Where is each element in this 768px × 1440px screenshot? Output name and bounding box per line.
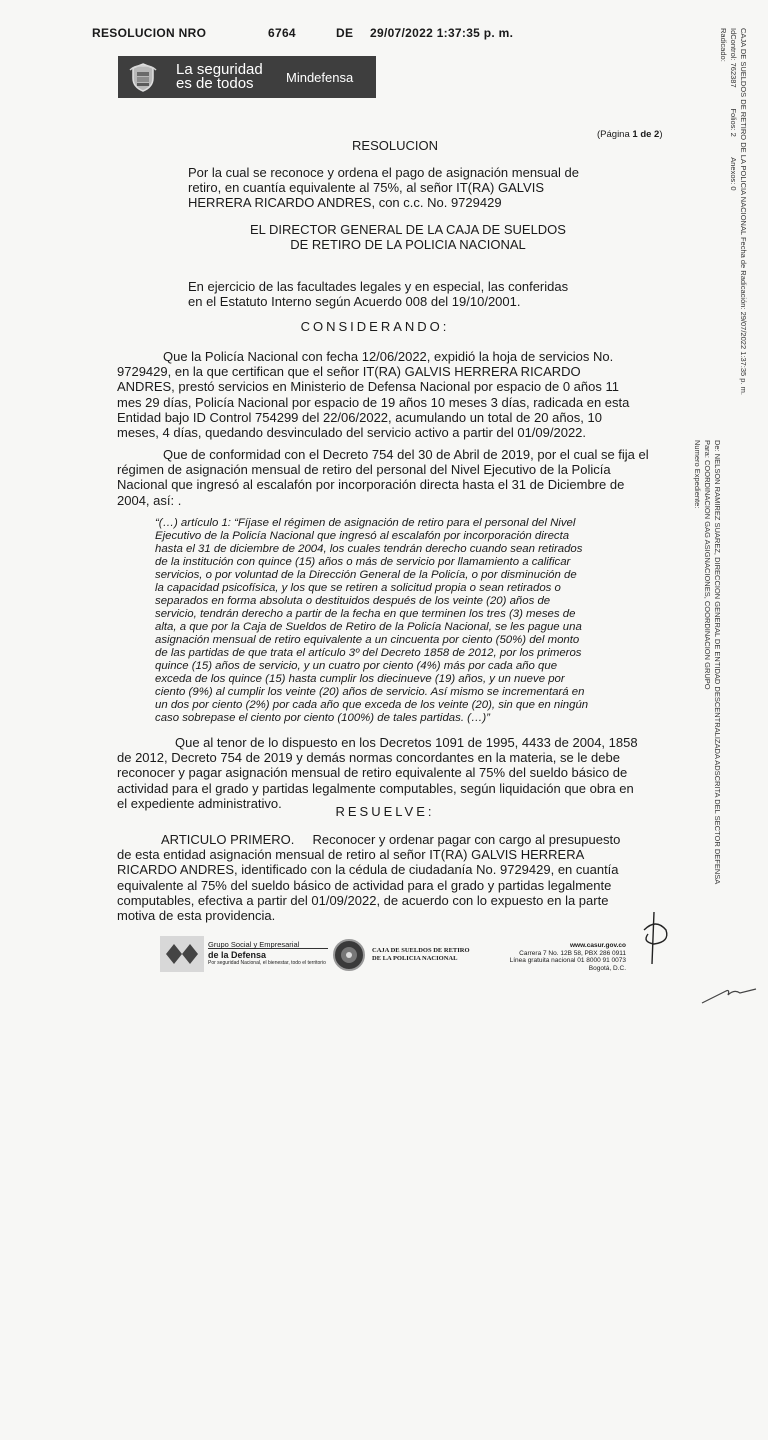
article-first [117,832,675,923]
quote-line: ciento (9%) al cumplir los veinte (20) años de servicio. Así mismo se incrementará en [155,686,585,698]
stamp-line: IdControl: 762387 Folios: 2 Anexos: 0 [729,28,738,191]
paragraph-line: RICARDO ANDRES, identificado con la cédula de ciudadanía No. 9729429, en cuantía [117,862,619,878]
paragraph-line: actividad para el grado y partidas legalmente computables, según liquidación que obra en [117,780,634,796]
paragraph-line: de 2012, Decreto 754 de 2019 y demás normas concordantes en la materia, se le debe [117,750,620,766]
facultades-line: en el Estatuto Interno según Acuerdo 008 del 19/10/2001. [188,294,521,310]
stamp-line: Radicado: [719,28,728,62]
considerando-heading: CONSIDERANDO: [300,319,450,334]
page-indicator-count: 1 de 2 [632,129,660,140]
paragraph-line: motiva de esta providencia. [117,908,276,924]
page-indicator-suffix: ) [659,129,663,140]
address-line: Carrera 7 No. 12B 58, PBX 286 0911 [519,949,626,957]
government-banner [118,56,376,98]
quote-line: exceda de los quince (15) hasta cumplir los diecinueve (19) años, y un nueve por [155,673,565,685]
group-name-line1: Grupo Social y Empresarial [208,939,300,949]
resolution-datetime: 29/07/2022 1:37:35 p. m. [370,26,514,40]
facultades-line: En ejercicio de las facultades legales y en especial, las conferidas [188,279,569,294]
paragraph-line: Que la Policía Nacional con fecha 12/06/2022, expidió la hoja de servicios No. [163,349,614,364]
quote-line: asignación mensual de retiro equivalente a un cincuenta por ciento (50%) del monto [155,634,580,646]
subject-line: retiro, en cuantía equivalente al 75%, al señor IT(RA) GALVIS [188,180,544,196]
paragraph-service-record [117,349,675,440]
paragraph-line: Que de conformidad con el Decreto 754 del 30 de Abril de 2019, por el cual se fija el [163,447,649,462]
paragraph-line: ANDRES, prestó servicios en Ministerio de Defensa Nacional por espacio de 0 años 11 [117,379,619,395]
paragraph-decree [117,447,675,508]
subject-line: HERRERA RICARDO ANDRES, con c.c. No. 9729429 [188,195,502,211]
paragraph-line: Que al tenor de lo dispuesto en los Decretos 1091 de 1995, 4433 de 2004, 1858 [175,735,638,750]
casur-seal-icon [332,938,366,972]
quote-line: separados en forma absoluta o destituidos después de los veinte (20) años de [155,595,551,607]
paragraph-line: de esta entidad asignación mensual de retiro al señor IT(RA) GALVIS HERRERA [117,847,585,863]
paragraph-line: régimen de asignación mensual de retiro del personal del Nivel Ejecutivo de la Policía [117,462,611,478]
director-heading [188,222,628,252]
banner-slogan: La seguridad es de todos [176,61,263,92]
subject-line: Por la cual se reconoce y ordena el pago de asignación mensual de [188,165,579,180]
banner-ministry: Mindefensa [286,69,354,85]
stamp-line: CAJA DE SUELDOS DE RETIRO DE LA POLICIA NACIONAL Fecha de Radicación: 29/07/2022 1:37:35 p. m. [739,28,748,395]
coat-of-arms-icon [118,56,168,98]
director-line: EL DIRECTOR GENERAL DE LA CAJA DE SUELDOS [250,222,566,237]
quote-line: alta, a que por la Caja de Sueldos de Retiro de la Policía Nacional, se les pague una [155,621,582,633]
page-indicator [597,129,663,140]
paragraph-line: mes 29 días, Policía Nacional por espacio de 19 años 10 meses 3 días, radicada en esta [117,394,630,410]
subject-block [188,165,628,211]
contact-info [486,942,626,972]
group-tagline: Por seguridad Nacional, el bienestar, todo el territorio [208,960,326,966]
group-name-line2: de la Defensa [208,948,328,960]
quote-line: Ejecutivo de la Policía Nacional que ingresó al escalafón por incorporación directa [155,530,570,542]
quote-line: de las partidas de que trata el artículo 3º del Decreto 1858 de 2012, por los primeros [155,647,582,659]
quote-line: servicio, tendrán derecho a partir de la fecha en que terminen los tres (3) meses de [155,608,576,620]
city-line: Bogotá, D.C. [588,964,626,972]
quote-line: de la institución con quince (15) años o más de servicio por llamamiento a calificar [155,556,571,568]
facultades-block [188,279,628,309]
quote-line: caso sobrepase el ciento por ciento (100%) de tales partidas. (…)” [155,712,490,724]
quote-line: “(…) artículo 1: “Fíjase el régimen de asignación de retiro para el personal del Nivel [155,517,576,529]
page-indicator-prefix: (Página [597,129,633,140]
signature-initial-icon [636,908,676,968]
stamp-line: Para: COORDINACION GAG ASIGNACIONES, COORDINACION GRUPO [703,440,712,690]
quote-line: servicios, o por voluntad de la Dirección General de la Policía, o por disminución de [155,569,577,581]
resuelve-heading: RESUELVE: [335,804,435,819]
quote-line: quince (15) años de servicio, y un cuatro por ciento (4%) más por cada año que [155,660,558,672]
stamp-line: De: NELSON RAMIREZ SUAREZ, DIRECCION GENERAL DE ENTIDAD DESCENTRALIZADA ADSCRITA DEL SECTOR DEFENSA [713,440,722,885]
casur-logo [332,938,470,972]
paragraph-line: Entidad bajo ID Control 754299 del 22/06/2022, acumulando un total de 20 años, 10 [117,409,602,425]
defense-group-logo [160,936,328,972]
article-quote [155,517,637,725]
document-title: RESOLUCION [352,138,438,153]
paragraph-line: el expediente administrativo. [117,795,282,811]
quote-line: un dos por ciento (2%) por cada año que exceda de los veinte (20), sin que en ningún [155,699,589,711]
director-line: DE RETIRO DE LA POLICIA NACIONAL [290,237,526,253]
paragraph-line: meses, 4 días, quedando desvinculado del servicio activo a partir del 01/09/2022. [117,425,587,441]
resolution-label: RESOLUCION NRO [92,26,207,40]
paragraph-line: 9729429, en la que certifican que el señor IT(RA) GALVIS HERRERA RICARDO [117,364,581,380]
quote-line: la capacidad psicofísica, y los que se retiren a solicitud propia o sean retirados o [155,582,561,594]
website-link[interactable]: www.casur.gov.co [570,942,626,949]
defense-group-icon [160,936,204,972]
paragraph-line: computables, efectiva a partir del 01/09/2022, de acuerdo con lo expuesto en la parte [117,892,609,908]
stamp-line: Numero Expediente: [693,440,702,509]
paragraph-legal-basis [117,735,675,811]
paragraph-line: reconocer y pagar asignación mensual de retiro equivalente al 75% del sueldo básico de [117,765,628,781]
casur-name-line1: CAJA DE SUELDOS DE RETIRO [372,947,470,954]
paragraph-line: equivalente al 75% del sueldo básico de actividad para el grado y partidas legalmente [117,877,612,893]
paragraph-line: Nacional que ingresó al escalafón por incorporación directa hasta el 31 de Diciembre de [117,477,625,493]
resolution-number: 6764 [268,26,296,40]
toll-free-line: Línea gratuita nacional 01 8000 91 0073 [509,957,626,964]
quote-line: hasta el 31 de diciembre de 2004, los cuales tendrán derecho cuando sean retirados [155,543,583,555]
de-label: DE [336,26,354,40]
filing-stamp-routing [692,440,722,1440]
paragraph-line: ARTICULO PRIMERO. Reconocer y ordenar pagar con cargo al presupuesto [161,832,621,847]
paragraph-line: 2004, así: . [117,492,182,508]
casur-name-line2: DE LA POLICIA NACIONAL [372,955,458,962]
filing-stamp [718,28,748,1028]
